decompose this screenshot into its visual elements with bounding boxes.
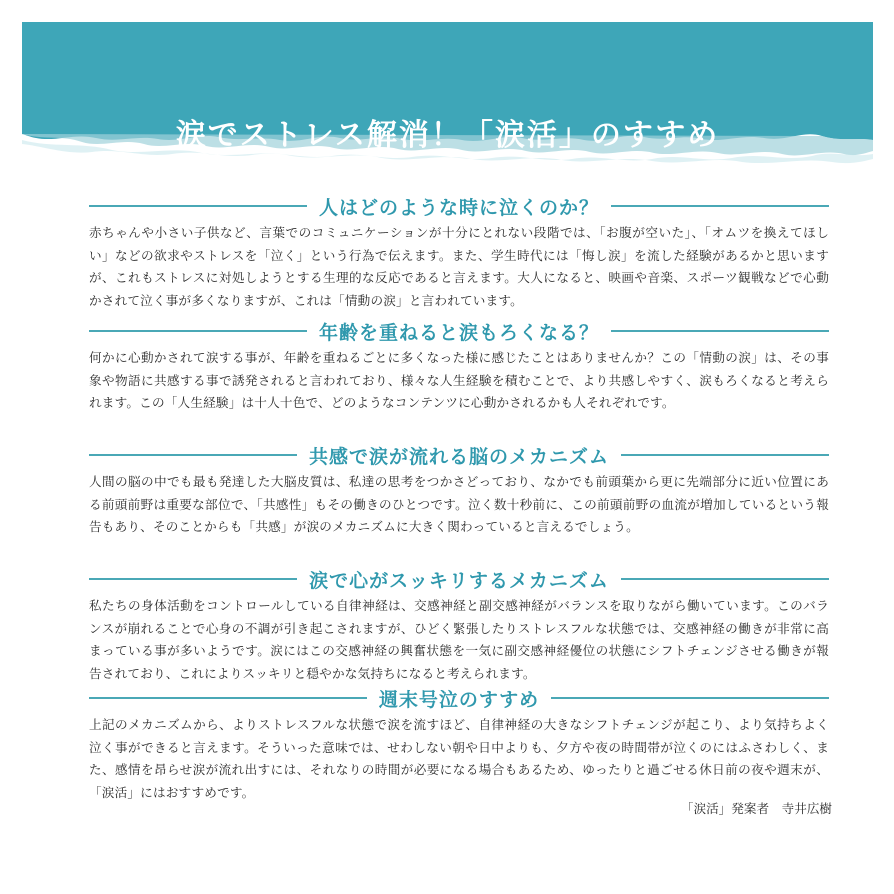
heading-rule-left: [89, 330, 307, 332]
section-brain-mechanism: [89, 442, 829, 539]
heading-rule-right: [611, 330, 829, 332]
heading-rule-left: [89, 205, 307, 207]
section-heading: [89, 685, 829, 711]
section-why-cry: [89, 193, 829, 312]
section-heading: [89, 318, 829, 344]
section-heading: [89, 193, 829, 219]
section-body: 上記のメカニズムから、よりストレスフルな状態で涙を流すほど、自律神経の大きなシフトチェンジが起こり、より気持ちよく泣く事ができると言えます。そういった意味では、せわしない朝や日中よりも、夕方や夜の時間帯が泣くのにはふさわしく、また、感情を昂らせ涙が流れ出すには、それなりの時間が必要になる場合もあるため、ゆったりと過ごせる休日前の夜や週末が、「涙活」にはおすすめです。: [89, 717, 829, 800]
section-body: 人間の脳の中でも最も発達した大脳皮質は、私達の思考をつかさどっており、なかでも前頭葉から更に先端部分に近い位置にある前頭前野は重要な部位で、「共感性」もその働きのひとつです。泣く数十秒前に、この前頭前野の血流が増加しているという報告もあり、そのことからも「共感」が涙のメカニズムに大きく関わっていると言えるでしょう。: [89, 474, 829, 534]
section-body: 何かに心動かされて涙する事が、年齢を重ねるごとに多くなった様に感じたことはありませんか？この「情動の涙」は、その事象や物語に共感する事で誘発されると言われており、様々な人生経験を積むことで、より共感しやすく、涙もろくなると考えられます。この「人生経験」は十人十色で、どのようなコンテンツに心動かされるかも人それぞれです。: [89, 350, 829, 410]
section-age-tears: [89, 318, 829, 415]
section-refresh-mechanism: [89, 566, 829, 685]
author-signature: 「涙活」発案者 寺井広樹: [680, 801, 832, 816]
section-body: 赤ちゃんや小さい子供など、言葉でのコミュニケーションが十分にとれない段階では、「お腹が空いた」、「オムツを換えてほしい」などの欲求やストレスを「泣く」という行為で伝えます。また、学生時代には「悔し涙」を流した経験があるかと思いますが、これもストレスに対処しようとする生理的な反応であると言えます。大人になると、映画や音楽、スポーツ観戦などで心動かされて泣く事が多くなりますが、これは「情動の涙」と言われています。: [89, 225, 829, 308]
heading-rule-left: [89, 697, 367, 699]
section-heading-text: 涙で心がスッキリするメカニズム: [309, 569, 609, 592]
section-heading-text: 人はどのような時に泣くのか？: [319, 196, 600, 219]
section-heading: [89, 442, 829, 468]
section-body: 私たちの身体活動をコントロールしている自律神経は、交感神経と副交感神経がバランスを取りながら働いています。このバランスが崩れることで心身の不調が引き起こされますが、ひどく緊張したりストレスフルな状態では、交感神経の働きが非常に高まっている事が多いようです。涙にはこの交感神経の興奮状態を一気に副交感神経優位の状態にシフトチェンジさせる働きが報告されており、これによりスッキリと穏やかな気持ちになると考えられます。: [89, 598, 829, 681]
section-weekend-crying: [89, 685, 829, 804]
heading-rule-right: [611, 205, 829, 207]
heading-rule-left: [89, 578, 297, 580]
page-title: 涙でストレス解消！「涙活」のすすめ: [175, 118, 720, 153]
heading-rule-right: [551, 697, 829, 699]
section-heading-text: 週末号泣のすすめ: [378, 688, 540, 711]
header-banner: [22, 22, 873, 170]
section-heading: [89, 566, 829, 592]
section-heading-text: 年齢を重ねると涙もろくなる？: [319, 321, 600, 344]
heading-rule-right: [621, 578, 829, 580]
heading-rule-left: [89, 454, 297, 456]
heading-rule-right: [621, 454, 829, 456]
section-heading-text: 共感で涙が流れる脳のメカニズム: [309, 445, 610, 468]
